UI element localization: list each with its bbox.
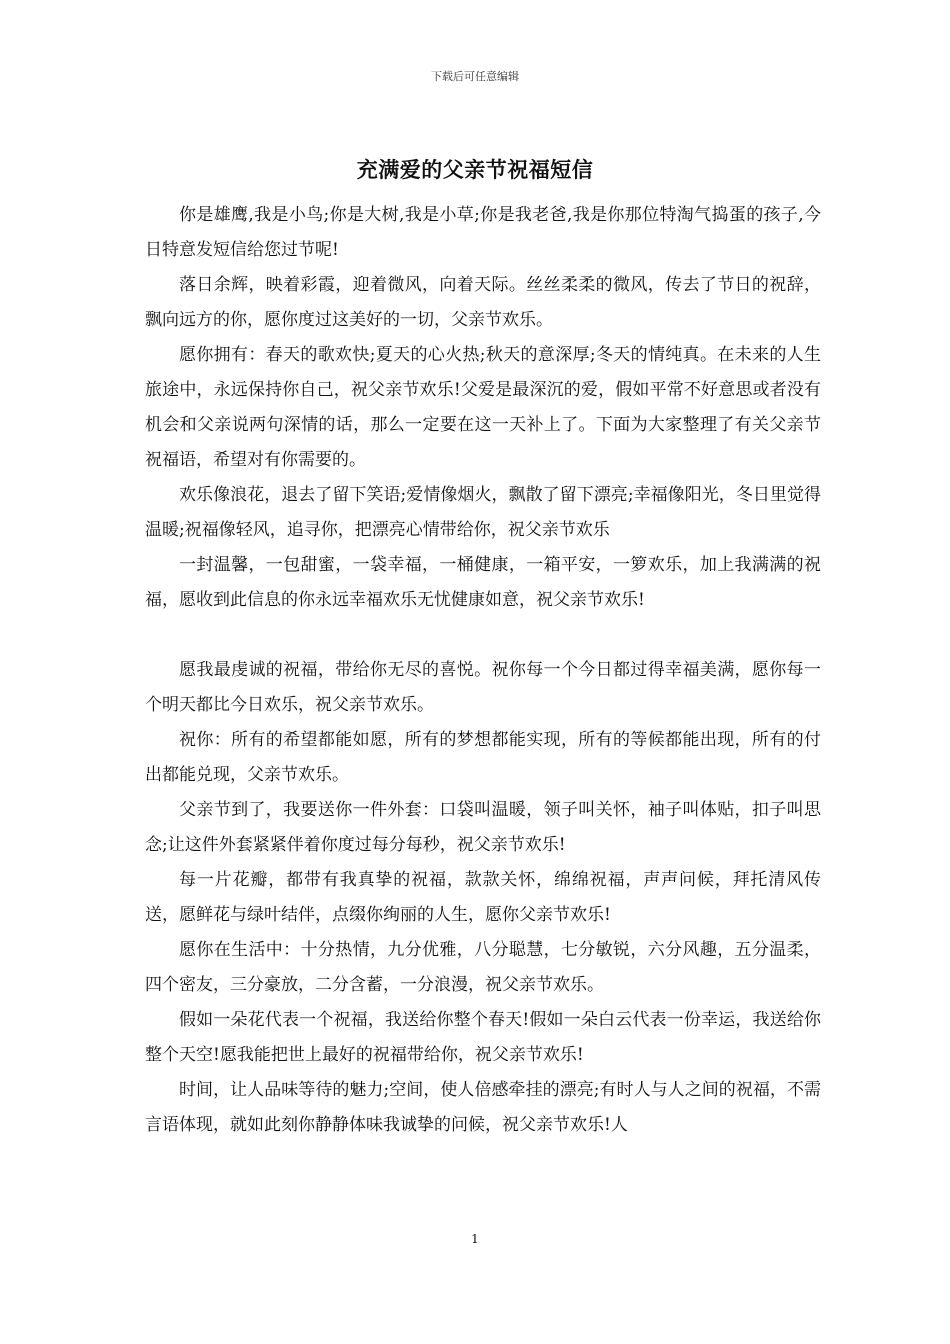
paragraph: 假如一朵花代表一个祝福，我送给你整个春天!假如一朵白云代表一份幸运，我送给你整个天空!愿我能把世上最好的祝福带给你，祝父亲节欢乐!	[145, 1010, 821, 1065]
paragraph: 父亲节到了，我要送你一件外套：口袋叫温暖，领子叫关怀，袖子叫体贴，扣子叫思念;让这件外套紧紧伴着你度过每分每秒，祝父亲节欢乐!	[145, 800, 821, 855]
paragraph: 一封温馨，一包甜蜜，一袋幸福，一桶健康，一箱平安，一箩欢乐，加上我满满的祝福，愿收到此信息的你永远幸福欢乐无忧健康如意，祝父亲节欢乐!	[145, 555, 821, 610]
paragraph: 愿你拥有：春天的歌欢快;夏天的心火热;秋天的意深厚;冬天的情纯真。在未来的人生旅途中，永远保持你自己，祝父亲节欢乐!父爱是最深沉的爱，假如平常不好意思或者没有机会和父亲说两句深情的话，那么一定要在这一天补上了。下面为大家整理了有关父亲节祝福语，希望对有你需要的。	[145, 345, 821, 470]
paragraph: 愿我最虔诚的祝福，带给你无尽的喜悦。祝你每一个今日都过得幸福美满，愿你每一个明天都比今日欢乐，祝父亲节欢乐。	[145, 660, 821, 715]
paragraph: 你是雄鹰,我是小鸟;你是大树,我是小草;你是我老爸,我是你那位特淘气捣蛋的孩子,今日特意发短信给您过节呢!	[145, 205, 821, 260]
page-number: 1	[471, 1232, 479, 1246]
paragraph: 落日余辉，映着彩霞，迎着微风，向着天际。丝丝柔柔的微风，传去了节日的祝辞，飘向远方的你，愿你度过这美好的一切，父亲节欢乐。	[145, 275, 821, 330]
paragraph: 祝你：所有的希望都能如愿，所有的梦想都能实现，所有的等候都能出现，所有的付出都能兑现，父亲节欢乐。	[145, 730, 821, 785]
paragraph: 时间，让人品味等待的魅力;空间，使人倍感牵挂的漂亮;有时人与人之间的祝福，不需言语体现，就如此刻你静静体味我诚挚的问候，祝父亲节欢乐!人	[145, 1080, 821, 1135]
document-body	[145, 198, 821, 1143]
paragraph: 欢乐像浪花，退去了留下笑语;爱情像烟火，飘散了留下漂亮;幸福像阳光，冬日里觉得温暖;祝福像轻风，追寻你，把漂亮心情带给你，祝父亲节欢乐	[145, 485, 821, 540]
document-title: 充满爱的父亲节祝福短信	[356, 157, 594, 182]
paragraph: 每一片花瓣，都带有我真挚的祝福，款款关怀，绵绵祝福，声声问候，拜托清风传送，愿鲜花与绿叶结伴，点缀你绚丽的人生，愿你父亲节欢乐!	[145, 870, 821, 925]
header-note: 下载后可任意编辑	[431, 70, 519, 83]
paragraph: 愿你在生活中：十分热情，九分优雅，八分聪慧，七分敏锐，六分风趣，五分温柔，四个密友，三分豪放，二分含蓄，一分浪漫，祝父亲节欢乐。	[145, 940, 821, 995]
